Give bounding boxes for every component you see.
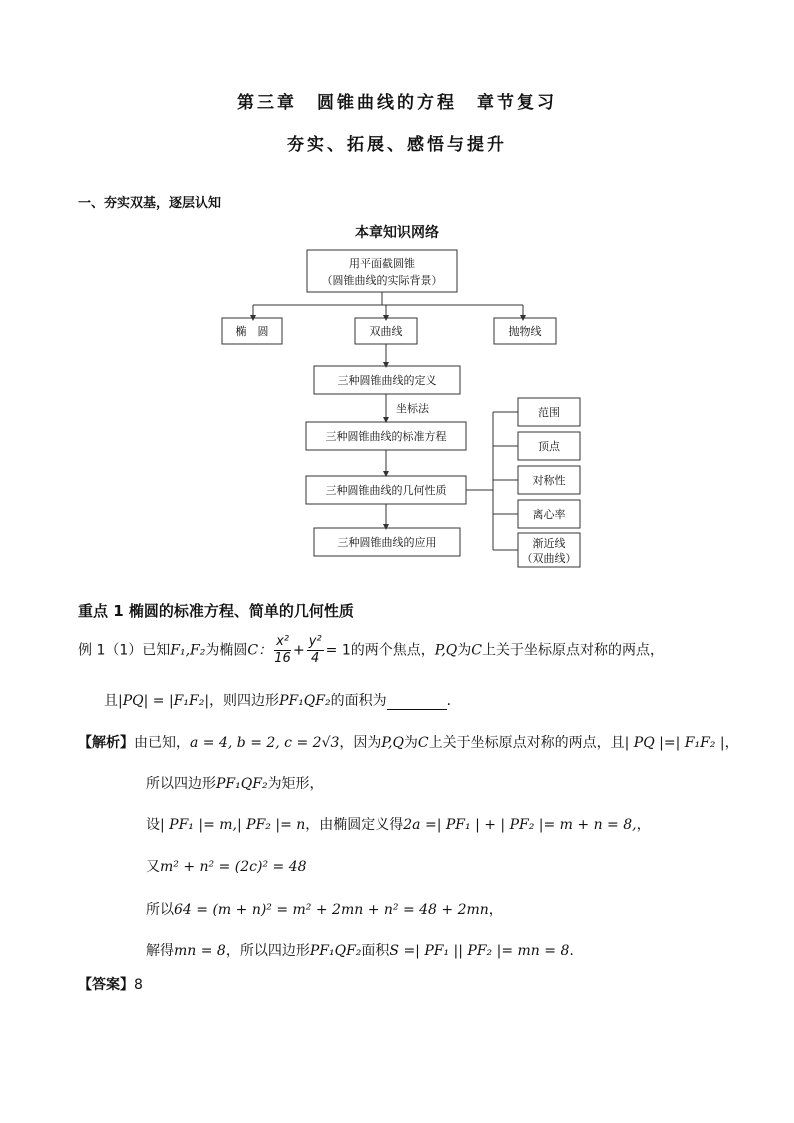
fraction-y	[307, 634, 324, 667]
sol-l1-end: ，	[724, 735, 739, 751]
sol-l5-end: ，	[488, 902, 503, 918]
sol-l3-b: ，由椭圆定义得	[305, 817, 404, 833]
frac2-den: 4	[311, 651, 320, 666]
sol-l5-a: 所以	[146, 902, 174, 918]
example-foci: F₁,F₂	[170, 642, 206, 659]
frac2-num: y²	[308, 634, 322, 649]
asymptote-label-2: （双曲线）	[521, 552, 577, 565]
sol-l1-c: 为	[403, 735, 418, 751]
sol-l6-area: S =| PF₁ || PF₂ |= mn = 8	[389, 943, 570, 959]
sol-l6-end: .	[569, 943, 574, 959]
sol-l2-b: 为矩形，	[267, 776, 324, 792]
example-line-1	[78, 634, 664, 667]
solution-label: 【解析】	[78, 735, 134, 751]
vertex-label: 顶点	[538, 440, 560, 453]
definition-label: 三种圆锥曲线的定义	[337, 374, 437, 387]
top-box-line1: 用平面截圆锥	[349, 257, 415, 270]
asymptote-label-1: 渐近线	[532, 537, 566, 550]
geo-props-label: 三种圆锥曲线的几何性质	[325, 484, 447, 497]
parabola-label: 抛物线	[508, 325, 542, 338]
example-c2: C	[471, 642, 482, 659]
sol-l2-a: 所以四边形	[146, 776, 216, 792]
symmetry-label: 对称性	[532, 474, 566, 487]
sol-l3-set: | PF₁ |= m,| PF₂ |= n	[160, 817, 306, 833]
diagram-title: 本章知识网络	[355, 225, 439, 241]
solution-line-3	[146, 814, 651, 834]
sol-l1-cc: C	[417, 735, 429, 751]
page-subtitle: 夯实、拓展、感悟与提升	[287, 135, 507, 155]
eccentricity-label: 离心率	[532, 508, 566, 521]
example-line-2	[104, 690, 461, 710]
page-title: 第三章 圆锥曲线的方程 章节复习	[237, 93, 557, 113]
sol-l2-quad: PF₁QF₂	[216, 776, 268, 792]
focus-heading: 重点 1 椭圆的标准方程、简单的几何性质	[78, 602, 354, 620]
line2-end: 的面积为	[330, 693, 387, 709]
example-is-ellipse: 为椭圆	[205, 642, 248, 659]
solution-line-4	[146, 856, 307, 876]
line2-period: ．	[446, 693, 461, 709]
sol-l3-end: ，	[636, 817, 651, 833]
sol-l4-eq: m² + n² = (2c)² = 48	[160, 859, 307, 875]
sol-l6-b: ，所以四边形	[225, 943, 310, 959]
ellipse-label: 椭 圆	[235, 325, 269, 338]
answer-blank	[387, 695, 447, 710]
standard-eq-label: 三种圆锥曲线的标准方程	[325, 430, 447, 443]
knowledge-network-diagram	[200, 240, 590, 580]
solution-line-6	[146, 940, 574, 960]
answer-label: 【答案】	[78, 977, 134, 993]
example-rest2: 上关于坐标原点对称的两点，	[481, 642, 664, 659]
solution-line-1	[78, 732, 739, 752]
example-for: 为	[457, 642, 472, 659]
example-c-colon: C：	[247, 642, 273, 659]
example-lead: 例 1（1）已知	[78, 642, 171, 659]
answer-value: 8	[134, 977, 143, 993]
range-label: 范围	[538, 406, 560, 419]
sol-l6-eq: mn = 8	[174, 943, 226, 959]
sol-l6-c: 面积	[361, 943, 390, 959]
sol-l1-a: 由已知，	[134, 735, 190, 751]
sol-l1-cond: | PQ |=| F₁F₂ |	[624, 735, 725, 751]
sol-l6-a: 解得	[146, 943, 174, 959]
top-box-line2: （圆锥曲线的实际背景）	[321, 274, 443, 287]
plus-sign: +	[293, 642, 305, 659]
line2-mid: ，则四边形	[209, 693, 280, 709]
sol-l3-eq: 2a =| PF₁ | + | PF₂ |= m + n = 8,	[403, 817, 637, 833]
coord-method-label: 坐标法	[396, 402, 429, 415]
example-rest: 的两个焦点，	[350, 642, 435, 659]
solution-line-5	[146, 899, 503, 919]
sol-l1-d: 上关于坐标原点对称的两点，且	[428, 735, 625, 751]
sol-l1-vals: a = 4, b = 2, c = 2√3	[190, 735, 340, 751]
sol-l4-a: 又	[146, 859, 160, 875]
answer-line	[78, 974, 143, 994]
fraction-x	[274, 634, 291, 667]
frac1-den: 16	[274, 651, 291, 666]
solution-line-2	[146, 773, 324, 793]
line2-quad: PF₁QF₂	[279, 693, 331, 709]
section-heading: 一、夯实双基，逐层认知	[78, 196, 222, 211]
sol-l5-eq: 64 = (m + n)² = m² + 2mn + n² = 48 + 2mn	[174, 902, 489, 918]
hyperbola-label: 双曲线	[369, 325, 403, 338]
line2-pre: 且	[104, 693, 118, 709]
sol-l3-a: 设	[146, 817, 160, 833]
sol-l6-quad: PF₁QF₂	[309, 943, 362, 959]
sol-l1-b: ，因为	[339, 735, 382, 751]
eq-one: = 1	[325, 642, 351, 659]
line2-cond: |PQ| = |F₁F₂|	[118, 693, 210, 709]
example-pq: P,Q	[434, 642, 458, 659]
sol-l1-pq: P,Q	[381, 735, 404, 751]
application-label: 三种圆锥曲线的应用	[337, 536, 437, 549]
frac1-num: x²	[276, 634, 289, 649]
